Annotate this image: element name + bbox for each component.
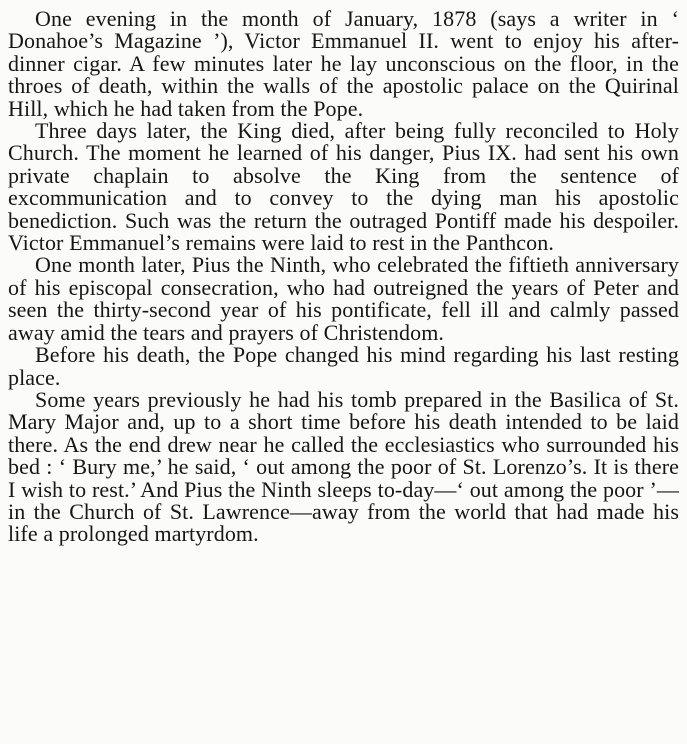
article-body: [8, 8, 679, 546]
paragraph-2: Three days later, the King died, after being fully reconciled to Holy Church. The moment he learned of his danger, Pius IX. had sent his own private chaplain to absolve the King from the sentence of excommunication and to convey to the dying man his apostolic benediction. Such was the return the outraged Pontiff made his despoiler. Victor Emmanuel’s remains were laid to rest in the Panthcon.: [8, 118, 679, 256]
paragraph-3: One month later, Pius the Ninth, who celebrated the fiftieth anniversary of his episcopal consecration, who had outreigned the years of Peter and seen the thirty-second year of his pontificate, fell ill and calmly passed away amid the tears and prayers of Christendom.: [8, 252, 679, 345]
paragraph-1: One evening in the month of January, 1878 (says a writer in ‘ Donahoe’s Magazine ’), Victor Emmanuel II. went to enjoy his after-dinner cigar. A few minutes later he lay unconscious on the floor, in the throes of death, within the walls of the apostolic palace on the Quirinal Hill, which he had taken from the Pope.: [8, 6, 679, 121]
paragraph-4: Before his death, the Pope changed his mind regarding his last resting place.: [8, 342, 679, 390]
paragraph-5: Some years previously he had his tomb prepared in the Basilica of St. Mary Major and, up to a short time before his death intended to be laid there. As the end drew near he called the ecclesiastics who surrounded his bed : ‘ Bury me,’ he said, ‘ out among the poor of St. Lorenzo’s. It is there I wish to rest.’ And Pius the Ninth sleeps to-day—‘ out among the poor ’—in the Church of St. Lawrence—away from the world that had made his life a prolonged martyrdom.: [8, 386, 679, 547]
